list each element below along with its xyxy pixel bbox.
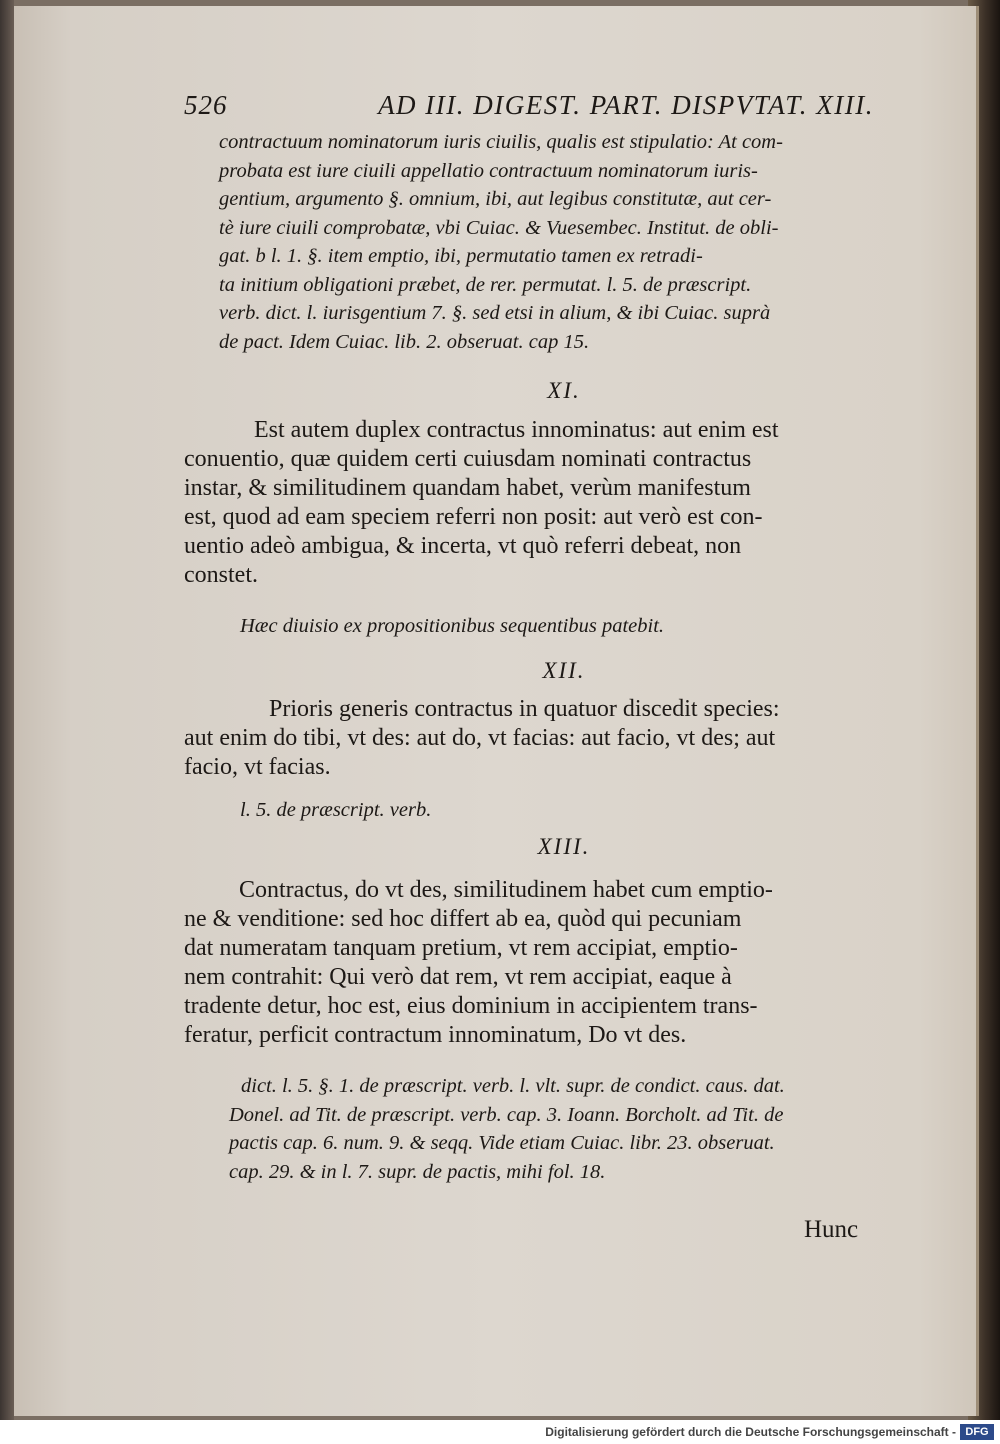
body-line: Contractus, do vt des, similitudinem habet cum emptio- xyxy=(239,877,773,903)
body-line: uentio adeò ambigua, & incerta, vt quò referri debeat, non xyxy=(184,533,742,559)
body-line: nem contrahit: Qui verò dat rem, vt rem accipiat, eaque à xyxy=(184,964,732,990)
body-line: Est autem duplex contractus innominatus: aut enim est xyxy=(254,417,779,443)
section-heading-xii: XII. xyxy=(542,658,586,683)
section-xii-body xyxy=(184,695,904,782)
footer-credit: Digitalisierung gefördert durch die Deutsche Forschungsgemeinschaft - xyxy=(545,1425,956,1439)
body-line: facio, vt facias. xyxy=(184,754,331,780)
body-line: ne & venditione: sed hoc differt ab ea, quòd qui pecuniam xyxy=(184,906,742,932)
body-line: feratur, perficit contractum innominatum, Do vt des. xyxy=(184,1022,687,1048)
section-xi-note: Hæc diuisio ex propositionibus sequentibus patebit. xyxy=(240,615,665,637)
section-heading-xi: XI. xyxy=(547,378,581,403)
body-line: aut enim do tibi, vt des: aut do, vt facias: aut facio, vt des; aut xyxy=(184,725,776,751)
note-line: gentium, argumento §. omnium, ibi, aut legibus constitutæ, aut cer- xyxy=(219,188,772,210)
body-line: Prioris generis contractus in quatuor discedit species: xyxy=(269,696,780,722)
note-line: contractuum nominatorum iuris ciuilis, qualis est stipulatio: At com- xyxy=(219,131,783,153)
footer-bar xyxy=(0,1420,1000,1444)
note-line: pactis cap. 6. num. 9. & seqq. Vide etiam Cuiac. libr. 23. obseruat. xyxy=(229,1132,775,1154)
body-line: instar, & similitudinem quandam habet, verùm manifestum xyxy=(184,475,751,501)
page-number: 526 xyxy=(184,90,228,120)
note-line: dict. l. 5. §. 1. de præscript. verb. l. vlt. supr. de condict. caus. dat. xyxy=(241,1075,785,1097)
note-line: cap. 29. & in l. 7. supr. de pactis, mihi fol. 18. xyxy=(229,1160,606,1183)
body-line: est, quod ad eam speciem referri non posit: aut verò est con- xyxy=(184,504,763,530)
footnote-block-top xyxy=(219,128,884,356)
note-line: de pact. Idem Cuiac. lib. 2. obseruat. cap 15. xyxy=(219,330,590,353)
section-xiii-body xyxy=(184,876,904,1050)
section-heading-xiii: XIII. xyxy=(537,834,591,859)
body-line: conuentio, quæ quidem certi cuiusdam nominati contractus xyxy=(184,446,752,472)
running-title: AD III. DIGEST. PART. DISPVTAT. XIII. xyxy=(378,90,874,120)
section-xi-body xyxy=(184,416,904,590)
page-header xyxy=(184,90,874,121)
body-line: dat numeratam tanquam pretium, vt rem accipiat, emptio- xyxy=(184,935,738,961)
section-xiii-note xyxy=(229,1072,894,1186)
note-line: tè iure ciuili comprobatæ, vbi Cuiac. & Vuesembec. Institut. de obli- xyxy=(219,216,779,239)
binding-edge xyxy=(0,0,14,1420)
body-line: constet. xyxy=(184,562,258,588)
book-page xyxy=(14,6,979,1416)
catchword: Hunc xyxy=(804,1216,859,1243)
note-line: ta initium obligationi præbet, de rer. permutat. l. 5. de præscript. xyxy=(219,273,752,296)
note-line: verb. dict. l. iurisgentium 7. §. sed etsi in alium, & ibi Cuiac. suprà xyxy=(219,302,771,324)
note-line: Donel. ad Tit. de præscript. verb. cap. 3. Ioann. Borcholt. ad Tit. de xyxy=(229,1103,784,1126)
section-xii-note: l. 5. de præscript. verb. xyxy=(240,799,432,821)
note-line: probata est iure ciuili appellatio contractuum nominatorum iuris- xyxy=(219,159,758,182)
note-line: gat. b l. 1. §. item emptio, ibi, permutatio tamen ex retradi- xyxy=(219,245,703,267)
body-line: tradente detur, hoc est, eius dominium in accipientem trans- xyxy=(184,993,758,1019)
dfg-logo: DFG xyxy=(960,1424,994,1440)
